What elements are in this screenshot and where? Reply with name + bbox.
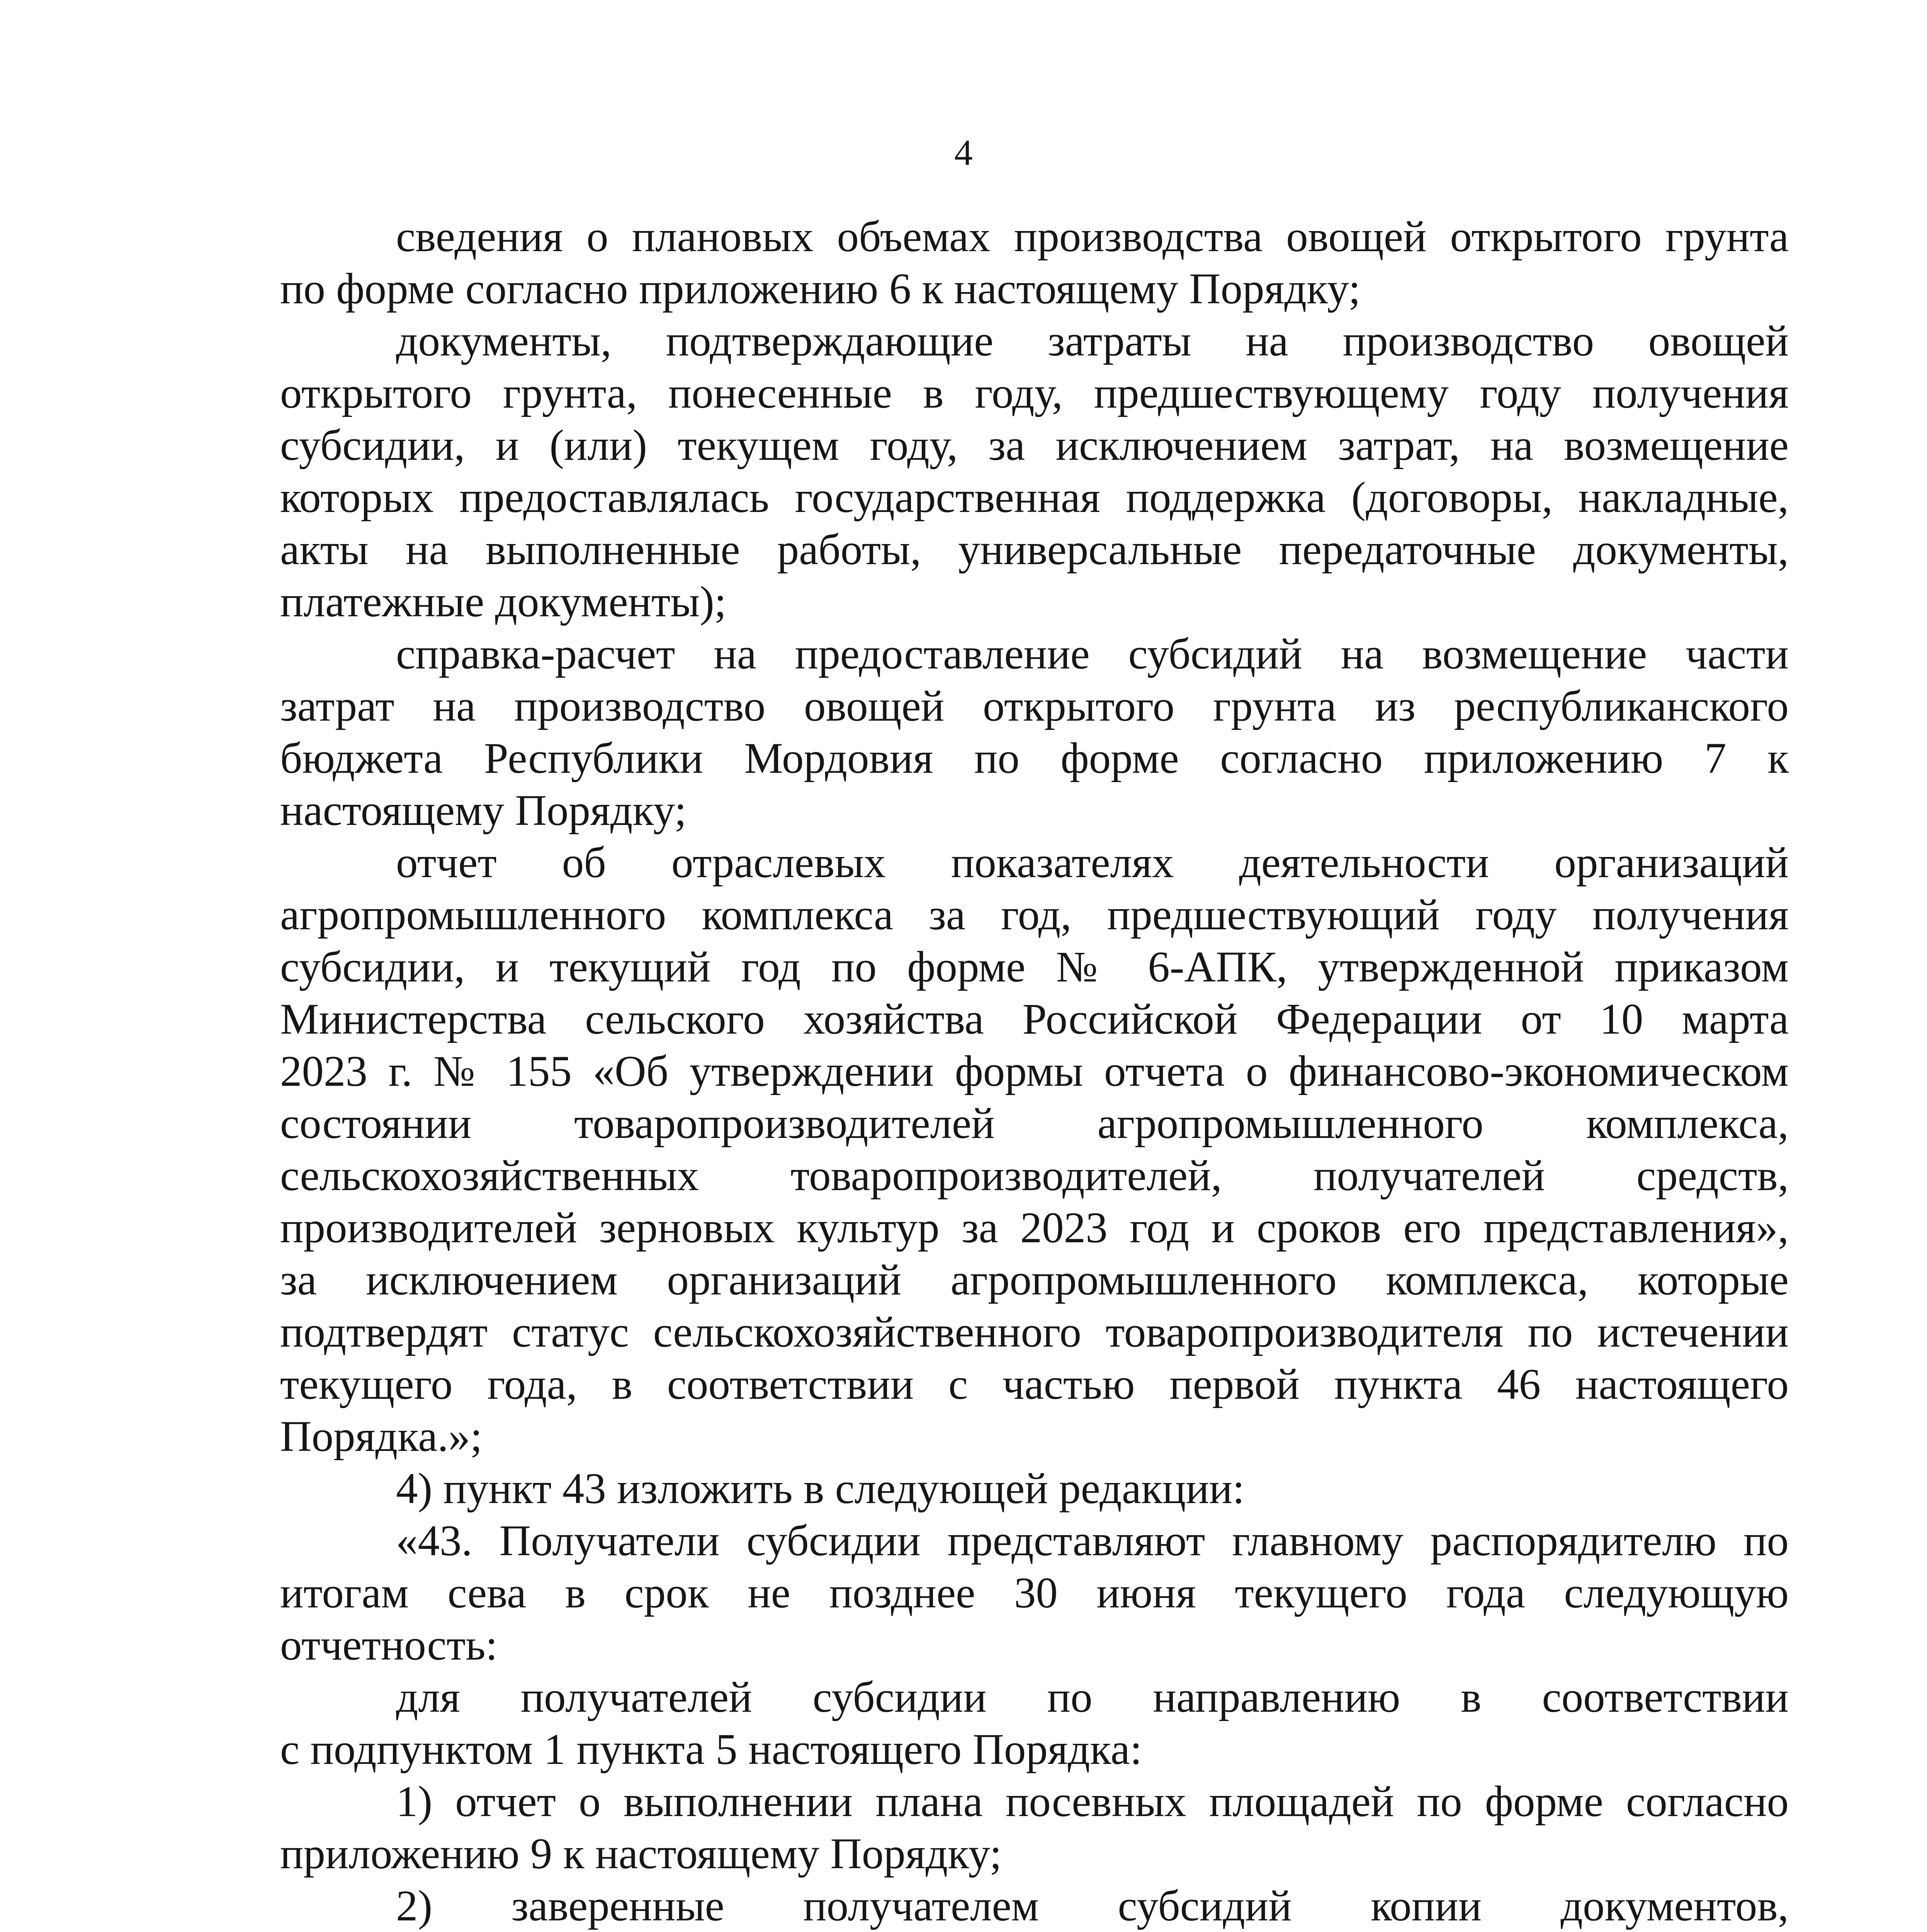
text-line: производителей зерновых культур за 2023 год и сроков его представления», — [280, 1204, 1789, 1252]
paragraph — [280, 1515, 1789, 1671]
paragraph — [280, 1463, 1789, 1515]
text-line: документы, подтверждающие затраты на производство овощей — [396, 317, 1789, 365]
text-line: Министерства сельского хозяйства Российской Федерации от 10 марта — [280, 995, 1789, 1043]
text-line: 2023 г. № 155 «Об утверждении формы отчета о финансово-экономическом — [280, 1047, 1789, 1095]
text-line: отчетность: — [280, 1621, 498, 1669]
text-line: подтвердят статус сельскохозяйственного товаропроизводителя по истечении — [280, 1308, 1789, 1356]
paragraph — [280, 1880, 1789, 1932]
paragraph — [280, 628, 1789, 837]
text-line: справка-расчет на предоставление субсидий на возмещение части — [396, 630, 1789, 678]
text-line: по форме согласно приложению 6 к настоящему Порядку; — [280, 265, 1361, 313]
text-line: 1) отчет о выполнении плана посевных площадей по форме согласно — [396, 1777, 1789, 1826]
text-line: затрат на производство овощей открытого грунта из республиканского — [280, 682, 1789, 730]
page-number: 4 — [954, 132, 973, 173]
paragraph — [280, 1776, 1789, 1880]
text-line: для получателей субсидии по направлению в соответствии — [396, 1673, 1789, 1721]
text-line: с подпунктом 1 пункта 5 настоящего Порядка: — [280, 1725, 1142, 1774]
text-line: сведения о плановых объемах производства овощей открытого грунта — [396, 213, 1789, 261]
paragraph — [280, 211, 1789, 315]
text-line: субсидии, и (или) текущем году, за исключением затрат, на возмещение — [280, 421, 1789, 469]
paragraph — [280, 1671, 1789, 1776]
text-line: акты на выполненные работы, универсальные передаточные документы, — [280, 526, 1789, 574]
text-line: субсидии, и текущий год по форме № 6-АПК, утвержденной приказом — [280, 943, 1789, 991]
text-line: настоящему Порядку; — [280, 786, 687, 835]
text-line: итогам сева в срок не позднее 30 июня текущего года следующую — [280, 1569, 1789, 1617]
paragraph — [280, 837, 1789, 1463]
text-line: за исключением организаций агропромышленного комплекса, которые — [280, 1256, 1789, 1304]
text-line: 2) заверенные получателем субсидий копии документов, — [396, 1882, 1789, 1930]
text-line: текущего года, в соответствии с частью первой пункта 46 настоящего — [280, 1360, 1789, 1408]
document-body — [280, 211, 1789, 1932]
text-line: платежные документы); — [280, 578, 727, 626]
text-line: открытого грунта, понесенные в году, предшествующему году получения — [280, 369, 1789, 417]
paragraph — [280, 315, 1789, 628]
text-line: Порядка.»; — [280, 1412, 483, 1461]
text-line: отчет об отраслевых показателях деятельности организаций — [396, 838, 1789, 887]
text-line: которых предоставлялась государственная поддержка (договоры, накладные, — [280, 473, 1789, 522]
text-line: бюджета Республики Мордовия по форме согласно приложению 7 к — [280, 734, 1789, 782]
text-line: 4) пункт 43 изложить в следующей редакции: — [396, 1464, 1245, 1513]
text-line: агропромышленного комплекса за год, предшествующий году получения — [280, 891, 1789, 939]
text-line: состоянии товаропроизводителей агропромышленного комплекса, — [280, 1099, 1789, 1148]
text-line: приложению 9 к настоящему Порядку; — [280, 1830, 1002, 1878]
text-line: «43. Получатели субсидии представляют главному распорядителю по — [396, 1517, 1789, 1565]
text-line: сельскохозяйственных товаропроизводителей, получателей средств, — [280, 1151, 1789, 1200]
